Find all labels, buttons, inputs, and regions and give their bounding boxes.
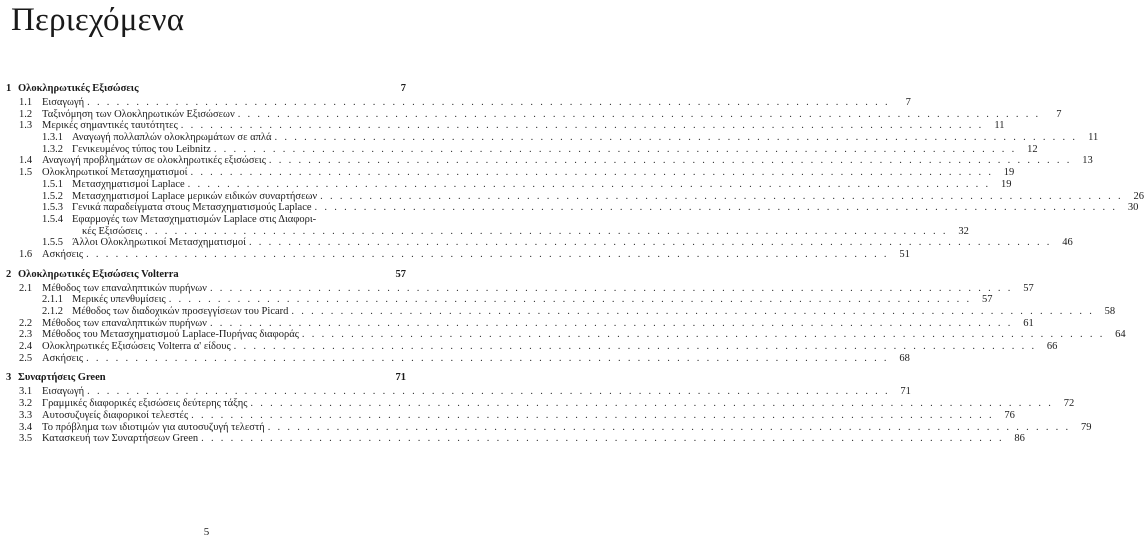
subsection-page: 32 <box>958 225 969 237</box>
section-page: 51 <box>899 248 910 260</box>
subsection-number: 1.5.5 <box>42 237 63 249</box>
section-title: Ολοκληρωτικές Εξισώσεις Volterra α' είδους <box>42 341 231 353</box>
leader-dots <box>181 120 984 132</box>
section-title: Εισαγωγή <box>42 386 85 398</box>
section-number: 2.2 <box>19 317 33 329</box>
section-number: 1.6 <box>19 248 33 260</box>
section-number: 1.4 <box>19 155 33 167</box>
section-page: 76 <box>1004 409 1015 421</box>
subsection-title: Αναγωγή πολλαπλών ολοκληρωμάτων σε απλά <box>72 132 272 144</box>
toc-entry[interactable] <box>6 120 1005 132</box>
leader-dots <box>190 167 993 179</box>
section-number: 2.4 <box>19 341 33 353</box>
leader-dots <box>320 191 1123 203</box>
toc-entry[interactable] <box>6 248 910 261</box>
leader-dots <box>302 329 1105 341</box>
section-page: 61 <box>1023 317 1034 329</box>
subsection-title: Μετασχηματισμοί Laplace <box>72 178 185 190</box>
subsection-title-continuation: κές Εξισώσεις <box>82 225 143 237</box>
chapter-2 <box>6 268 1126 365</box>
section-title: Μέθοδος των επαναληπτικών πυρήνων <box>42 282 207 294</box>
leader-dots <box>275 132 1078 144</box>
toc-entry[interactable] <box>6 202 1139 214</box>
toc-entry[interactable] <box>6 97 911 109</box>
leader-dots <box>234 341 1037 353</box>
leader-dots <box>291 306 1094 318</box>
section-page: 19 <box>1003 167 1015 179</box>
section-title: Ασκήσεις <box>42 352 84 364</box>
subsection-number: 1.5.4 <box>42 213 63 225</box>
subsection-number: 1.3.1 <box>42 132 63 144</box>
section-title: Ασκήσεις <box>42 248 84 260</box>
toc-entry[interactable] <box>6 143 1038 156</box>
subsection-page: 58 <box>1104 306 1116 317</box>
toc-entry[interactable] <box>6 237 1073 249</box>
subsection-title: Γενικευμένος τύπος του Leibnitz <box>72 143 211 155</box>
subsection-title: Εφαρμογές των Μετασχηματισμών Laplace στις Διαφορι- <box>72 213 317 225</box>
leader-dots <box>250 398 1053 410</box>
toc-entry[interactable] <box>6 167 1015 179</box>
subsection-title: Μέθοδος των διαδοχικών προσεγγίσεων του Picard <box>72 306 289 317</box>
section-number: 3.1 <box>19 386 33 398</box>
section-page: 7 <box>905 97 911 108</box>
chapter-1 <box>6 82 1144 261</box>
section-title: Το πρόβλημα των ιδιοτιμών για αυτοσυζυγή τελεστή <box>42 421 265 433</box>
toc-entry[interactable] <box>6 398 1075 410</box>
section-title: Ολοκληρωτικοί Μετασχηματισμοί <box>42 167 188 179</box>
chapter-title: Συναρτήσεις Green <box>18 372 106 384</box>
leader-dots <box>210 318 1013 330</box>
section-number: 2.5 <box>19 352 33 364</box>
section-title: Μερικές σημαντικές ταυτότητες <box>42 120 178 132</box>
leader-dots <box>315 202 1118 214</box>
section-page: 72 <box>1063 398 1075 410</box>
leader-dots <box>169 294 972 306</box>
subsection-title: Άλλοι Ολοκληρωτικοί Μετασχηματισμοί <box>72 237 246 249</box>
table-of-contents <box>6 82 1144 452</box>
section-number: 3.3 <box>19 409 33 421</box>
section-page: 68 <box>899 352 910 364</box>
section-number: 1.3 <box>19 120 33 132</box>
subsection-title: Γενικά παραδείγματα στους Μετασχηματισμούς Laplace <box>72 202 312 214</box>
chapter-number: 2 <box>6 268 12 280</box>
leader-dots <box>214 144 1017 156</box>
subsection-page: 30 <box>1127 202 1139 214</box>
leader-dots <box>87 386 890 398</box>
leader-dots <box>191 410 994 422</box>
chapter-title: Ολοκληρωτικές Εξισώσεις <box>18 83 139 94</box>
subsection-page: 12 <box>1027 143 1038 155</box>
leader-dots <box>86 353 889 365</box>
toc-entry[interactable] <box>6 282 1034 295</box>
subsection-title: Μερικές υπενθυμίσεις <box>72 294 166 306</box>
section-page: 79 <box>1080 421 1092 433</box>
subsection-page: 46 <box>1062 237 1073 249</box>
section-number: 2.3 <box>19 329 33 341</box>
toc-entry-continuation[interactable] <box>6 225 969 238</box>
section-number: 3.4 <box>19 421 33 433</box>
leader-dots <box>201 433 1004 445</box>
leader-dots <box>87 97 890 109</box>
section-number: 1.1 <box>19 97 33 108</box>
toc-entry[interactable] <box>6 132 1099 144</box>
subsection-title: Μετασχηματισμοί Laplace μερικών ειδικών συναρτήσεων <box>72 190 318 202</box>
section-title: Αυτοσυζυγείς διαφορικοί τελεστές <box>42 409 189 421</box>
leader-dots <box>269 155 1072 167</box>
toc-entry[interactable] <box>6 108 1062 121</box>
section-page: 86 <box>1014 433 1025 445</box>
page-title: Περιεχόμενα <box>11 2 185 38</box>
section-title: Αναγωγή προβλημάτων σε ολοκληρωτικές εξισώσεις <box>42 155 266 167</box>
chapter-number: 1 <box>6 83 12 94</box>
section-page: 13 <box>1082 155 1093 167</box>
subsection-page: 11 <box>1088 132 1099 144</box>
leader-dots <box>86 249 889 261</box>
toc-entry[interactable] <box>6 317 1034 330</box>
toc-entry[interactable] <box>6 214 406 226</box>
toc-entry[interactable] <box>6 306 1116 318</box>
leader-dots <box>145 226 948 238</box>
toc-entry[interactable] <box>6 155 1093 167</box>
toc-entry[interactable] <box>6 352 910 365</box>
subsection-page: 19 <box>1000 178 1012 190</box>
subsection-number: 1.5.1 <box>42 178 63 190</box>
leader-dots <box>210 283 1013 295</box>
section-title: Μέθοδος του Μετασχηματισμού Laplace-Πυρήνας διαφοράς <box>42 329 299 341</box>
section-page: 57 <box>1023 282 1034 294</box>
toc-entry[interactable] <box>6 294 993 306</box>
section-page: 7 <box>1056 108 1062 120</box>
section-page: 11 <box>994 120 1005 132</box>
section-title: Εισαγωγή <box>42 97 85 108</box>
section-number: 1.5 <box>19 167 33 179</box>
leader-dots <box>238 109 1041 121</box>
leader-dots <box>268 422 1071 434</box>
section-number: 1.2 <box>19 108 33 120</box>
subsection-number: 1.5.2 <box>42 190 63 202</box>
chapter-page: 71 <box>395 372 406 384</box>
toc-entry[interactable] <box>6 409 1015 422</box>
chapter-number: 3 <box>6 372 12 384</box>
chapter-heading[interactable] <box>6 268 406 282</box>
leader-dots <box>188 179 991 191</box>
toc-entry[interactable] <box>6 341 1058 353</box>
subsection-page: 26 <box>1133 190 1144 202</box>
chapter-3 <box>6 371 1092 445</box>
section-title: Μέθοδος των επαναληπτικών πυρήνων <box>42 317 207 329</box>
section-number: 3.5 <box>19 433 33 445</box>
section-title: Γραμμικές διαφορικές εξισώσεις δεύτερης τάξης <box>42 398 248 410</box>
subsection-number: 1.5.3 <box>42 202 63 214</box>
subsection-number: 1.3.2 <box>42 143 63 155</box>
toc-entry[interactable] <box>6 190 1144 203</box>
chapter-heading[interactable] <box>6 371 406 385</box>
section-number: 2.1 <box>19 282 33 294</box>
subsection-number: 2.1.1 <box>42 294 63 306</box>
toc-entry[interactable] <box>6 329 1126 341</box>
toc-entry[interactable] <box>6 421 1092 434</box>
toc-entry[interactable] <box>6 386 911 398</box>
toc-entry[interactable] <box>6 433 1025 445</box>
section-page: 71 <box>900 386 911 398</box>
chapter-page: 57 <box>395 268 406 280</box>
leader-dots <box>249 237 1052 249</box>
section-page: 64 <box>1115 329 1126 341</box>
chapter-heading[interactable] <box>6 82 406 96</box>
chapter-title: Ολοκληρωτικές Εξισώσεις Volterra <box>18 268 179 280</box>
section-page: 66 <box>1046 341 1058 353</box>
subsection-number: 2.1.2 <box>42 306 63 317</box>
toc-entry[interactable] <box>6 178 1012 191</box>
section-title: Ταξινόμηση των Ολοκληρωτικών Εξισώσεων <box>42 108 235 120</box>
page-number: 5 <box>203 526 210 538</box>
subsection-page: 57 <box>981 294 993 306</box>
section-title: Κατασκευή των Συναρτήσεων Green <box>42 433 199 445</box>
chapter-page: 7 <box>400 83 406 94</box>
section-number: 3.2 <box>19 398 33 410</box>
